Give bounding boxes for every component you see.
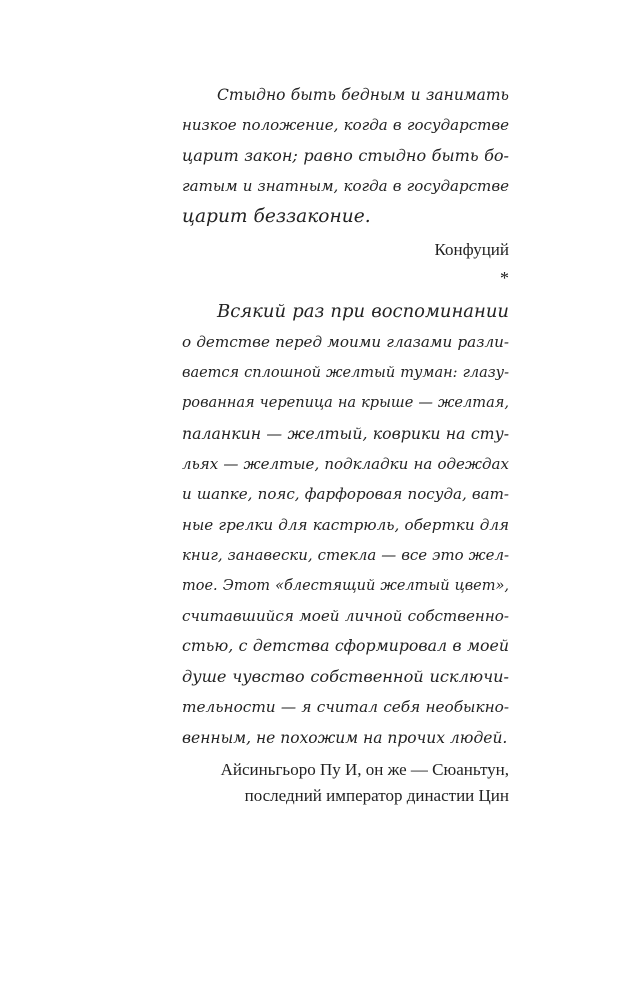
quote-line: душе чувство собственной исключи- <box>182 666 509 686</box>
quote-line: ные грелки для кастрюль, обертки для <box>182 515 509 534</box>
author-line: Айсиньгьоро Пу И, он же — Сюаньтун, <box>220 760 509 780</box>
quote-line: тое. Этот «блестящий желтый цвет», <box>182 577 509 594</box>
quote-line: книг, занавески, стекла — все это жел- <box>182 546 509 565</box>
quote-line: Стыдно быть бедным и занимать <box>217 86 509 104</box>
quote-line: льях — желтые, подкладки на одеждах <box>182 455 509 474</box>
quote-line: царит закон; равно стыдно быть бо- <box>182 145 509 165</box>
quote-line: тельности — я считал себя необыкно- <box>182 698 509 717</box>
quote-line: царит беззаконие. <box>182 205 371 227</box>
quote-line: Всякий раз при воспоминании <box>217 301 509 322</box>
quote-line: низкое положение, когда в государстве <box>182 116 509 135</box>
quote-line: вается сплошной желтый туман: глазу- <box>182 364 509 381</box>
epigraph-quote <box>182 80 509 232</box>
asterisk-separator: * <box>500 268 509 288</box>
quote-line: паланкин — желтый, коврики на сту- <box>182 423 509 443</box>
author-line: последний император династии Цин <box>244 786 509 806</box>
quote-line: гатым и знатным, когда в государстве <box>182 177 509 196</box>
quote-line: стью, с детства сформировал в моей <box>182 636 509 656</box>
epigraph-confucius <box>182 80 509 262</box>
quote-line: считавшийся моей личной собственно- <box>182 607 509 626</box>
quote-line: о детстве перед моими глазами разли- <box>182 333 509 352</box>
epigraph-puyi <box>182 297 509 809</box>
epigraph-author <box>182 757 509 809</box>
quote-line: венным, не похожим на прочих людей. <box>182 728 508 747</box>
epigraph-quote <box>182 297 509 753</box>
quote-line: рованная черепица на крыше — желтая, <box>182 394 509 412</box>
quote-line: и шапке, пояс, фарфоровая посуда, ват- <box>182 485 509 504</box>
epigraph-author: Конфуций <box>434 240 509 260</box>
